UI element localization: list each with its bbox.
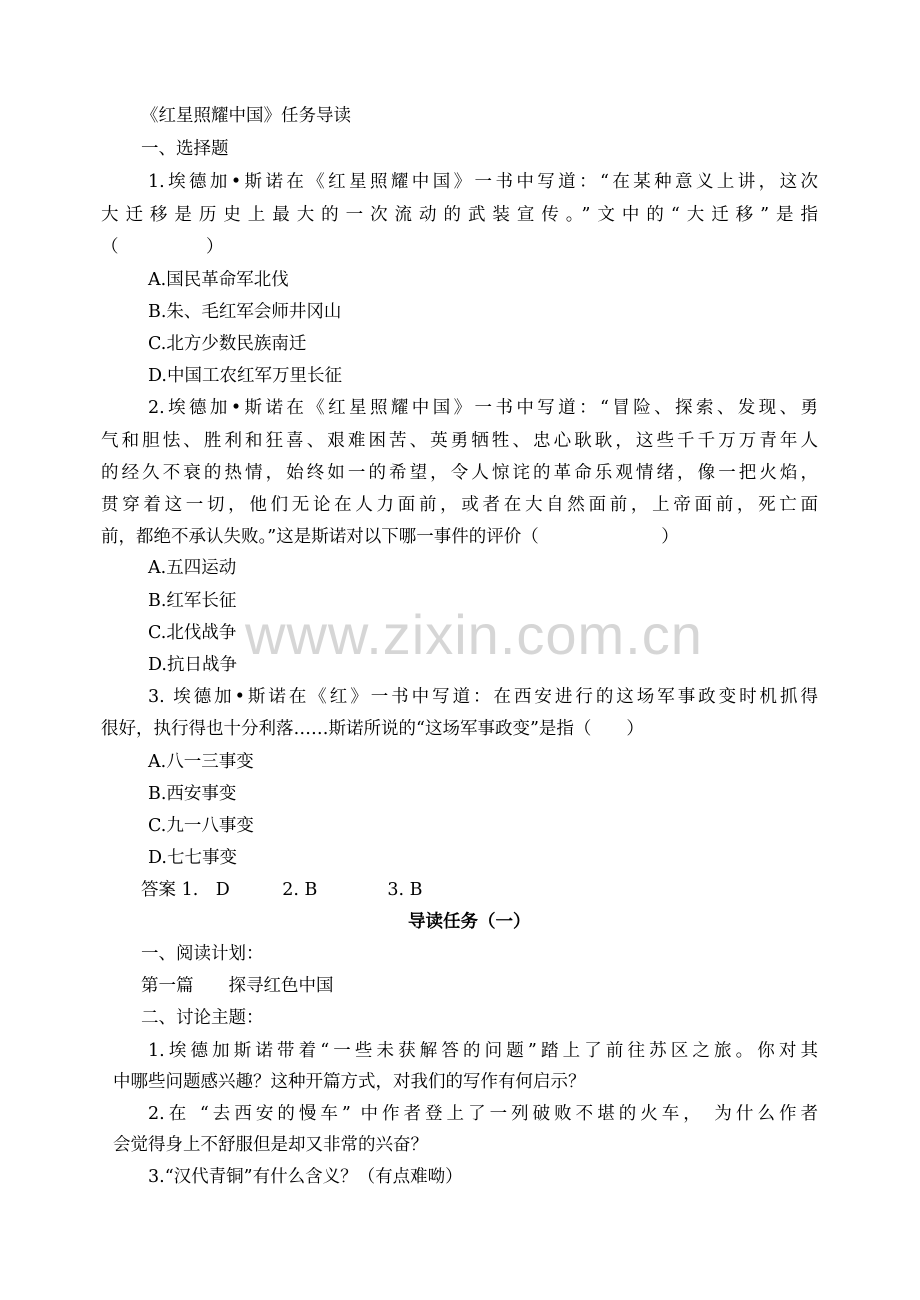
topic-2-line-1: 2.在 “去西安的慢车” 中作者登上了一列破败不堪的火车， 为什么作者: [148, 1104, 818, 1124]
question-3-option-c: C.九一八事变: [148, 816, 254, 836]
question-2-line-1: 2.埃德加•斯诺在《红星照耀中国》一书中写道：“冒险、探索、发现、勇: [148, 398, 818, 418]
question-2-option-d: D.抗日战争: [148, 655, 237, 675]
section-heading-choice: 一、选择题: [141, 139, 229, 159]
document-title: 《红星照耀中国》任务导读: [141, 106, 351, 126]
question-3-option-d: D.七七事变: [148, 848, 237, 868]
topic-1-line-1: 1.埃德加斯诺带着“一些未获解答的问题”踏上了前往苏区之旅。你对其: [148, 1041, 818, 1061]
reading-plan-heading: 一、阅读计划：: [141, 944, 264, 964]
question-2-line-3: 的经久不衰的热情，始终如一的希望，令人惊诧的革命乐观情绪，像一把火焰，: [101, 463, 818, 483]
question-1-option-d: D.中国工农红军万里长征: [148, 366, 342, 386]
question-2-option-c: C.北伐战争: [148, 623, 237, 643]
question-1-line-2: 大迁移是历史上最大的一次流动的武装宣传。”文中的“大迁移”是指: [101, 205, 818, 225]
question-2-option-a: A.五四运动: [148, 558, 237, 578]
answer-key: 答案 1. D 2. B 3. B: [141, 880, 423, 900]
topic-1-line-2: 中哪些问题感兴趣？这种开篇方式，对我们的写作有何启示？: [113, 1072, 586, 1092]
question-2-line-5: 前，都绝不承认失败。”这是斯诺对以下哪一事件的评价（ ）: [101, 527, 679, 547]
question-1-option-a: A.国民革命军北伐: [148, 270, 289, 290]
question-2-line-4: 贯穿着这一切，他们无论在人力面前，或者在大自然面前，上帝面前，死亡面: [101, 495, 818, 515]
watermark: www.zixin.com.cn: [245, 603, 703, 666]
question-1-option-c: C.北方少数民族南迁: [148, 334, 307, 354]
question-2-line-2: 气和胆怯、胜利和狂喜、艰难困苦、英勇牺牲、忠心耿耿，这些千千万万青年人: [101, 431, 818, 451]
topic-2-line-2: 会觉得身上不舒服但是却又非常的兴奋？: [113, 1135, 428, 1155]
question-3-line-1: 3. 埃德加•斯诺在《红》一书中写道：在西安进行的这场军事政变时机抓得: [148, 687, 818, 707]
question-3-option-b: B.西安事变: [148, 784, 237, 804]
question-1-line-1: 1.埃德加•斯诺在《红星照耀中国》一书中写道：“在某种意义上讲，这次: [148, 172, 818, 192]
question-3-option-a: A.八一三事变: [148, 752, 254, 772]
topic-3: 3.“汉代青铜”有什么含义？（有点难呦）: [148, 1167, 463, 1187]
reading-plan-item: 第一篇 探寻红色中国: [141, 976, 334, 996]
task-heading: 导读任务（一）: [408, 912, 531, 932]
question-3-line-2: 很好，执行得也十分利落……斯诺所说的“这场军事政变”是指（ ）: [101, 719, 644, 739]
question-2-option-b: B.红军长征: [148, 591, 237, 611]
question-1-line-3: （ ）: [101, 237, 224, 257]
question-1-option-b: B.朱、毛红军会师井冈山: [148, 302, 342, 322]
discussion-heading: 二、讨论主题：: [141, 1008, 264, 1028]
